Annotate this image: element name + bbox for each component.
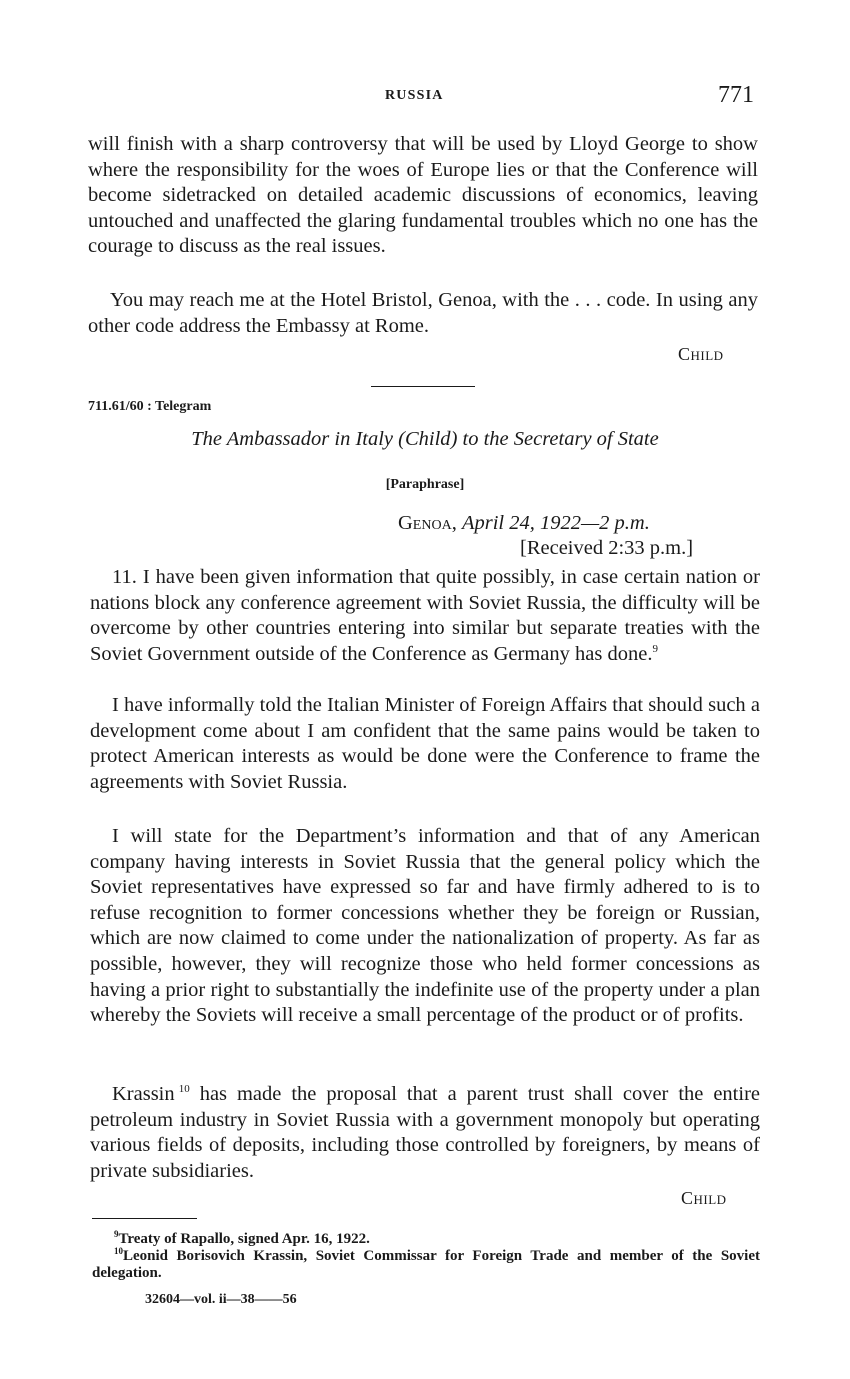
received-note: [Received 2:33 p.m.] — [520, 537, 694, 559]
running-header — [0, 82, 850, 116]
continued-paragraph: will finish with a sharp controversy that will be used by Lloyd George to show where the responsibility for the woes of Europe lies or that the Conference will become sidetracked on detailed academic discussions of economics, leaving untouched and unaffected the glaring fundamental troubles which no one has the courage to discuss as the real issues. — [88, 133, 758, 258]
footnote-reference-9: 9 — [652, 642, 658, 655]
document-title-end: ) to the Secretary of State — [450, 428, 659, 450]
signature: Child — [681, 1188, 727, 1208]
telegram-paragraph-1 — [90, 565, 760, 667]
footnote-10 — [92, 1248, 760, 1282]
document-title-name: Child — [404, 428, 451, 450]
document-title — [0, 428, 850, 451]
paraphrase-note: [Paraphrase] — [385, 477, 465, 492]
document-title-lead: The Ambassador in Italy ( — [191, 428, 405, 450]
footnote-mark-10: 10 — [114, 1246, 123, 1256]
contact-paragraph: You may reach me at the Hotel Bristol, Genoa, with the . . . code. In using any other code address the Embassy at Rome. — [88, 289, 758, 337]
print-code: 32604—vol. ii—38——56 — [145, 1292, 297, 1307]
telegram-paragraph-4 — [90, 1082, 760, 1184]
dateline: Genoa, April 24, 1922—2 p.m. — [398, 512, 650, 534]
krassin-name: Krassin — [112, 1083, 175, 1105]
file-reference: 711.61/60 : Telegram — [88, 399, 212, 414]
dateline-date: April 24, 1922—2 p.m. — [461, 512, 650, 534]
footnotes — [92, 1231, 760, 1282]
page-number: 771 — [718, 82, 754, 108]
telegram-paragraph-3: I will state for the Department’s information and that of any American company having interests in Soviet Russia that the general policy which the Soviet representatives have expressed so far and have firmly adhered to is to refuse recognition to former concessions whether they be foreign or Russian, which are now claimed to come under the nationalization of property. As far as possible, however, they will recognize those who held former concessions as having a prior right to substantially the indefinite use of the property under a plan whereby the Soviets will receive a small percentage of the product or of profits. — [90, 825, 760, 1027]
dateline-place: Genoa — [398, 512, 452, 534]
footnote-text-10: Leonid Borisovich Krassin, Soviet Commissar for Foreign Trade and member of the Soviet delegation. — [92, 1248, 760, 1281]
section-divider — [371, 386, 475, 387]
footnote-9 — [92, 1231, 760, 1248]
footnote-text-9: Treaty of Rapallo, signed Apr. 16, 1922. — [118, 1231, 370, 1247]
running-title: RUSSIA — [385, 88, 444, 103]
footnote-divider — [92, 1218, 197, 1219]
footnote-mark-9: 9 — [114, 1229, 119, 1239]
telegram-paragraph-4-text: has made the proposal that a parent trust shall cover the entire petroleum industry in Soviet Russia with a government monopoly but operating various fields of deposits, including those controlled by foreigners, by means of private subsidiaries. — [90, 1083, 760, 1182]
telegram-paragraph-2: I have informally told the Italian Minister of Foreign Affairs that should such a development come about I am confident that the same pains would be taken to protect American interests as would be done were the Conference to frame the agreements with Soviet Russia. — [90, 694, 760, 793]
telegram-paragraph-1-text: 11. I have been given information that quite possibly, in case certain nation or nations block any conference agreement with Soviet Russia, the difficulty will be overcome by other countries entering into similar but separate treaties with the Soviet Government outside of the Conference as Germany has done. — [90, 566, 760, 665]
signature-previous: Child — [678, 344, 724, 364]
footnote-reference-10: 10 — [178, 1083, 190, 1095]
